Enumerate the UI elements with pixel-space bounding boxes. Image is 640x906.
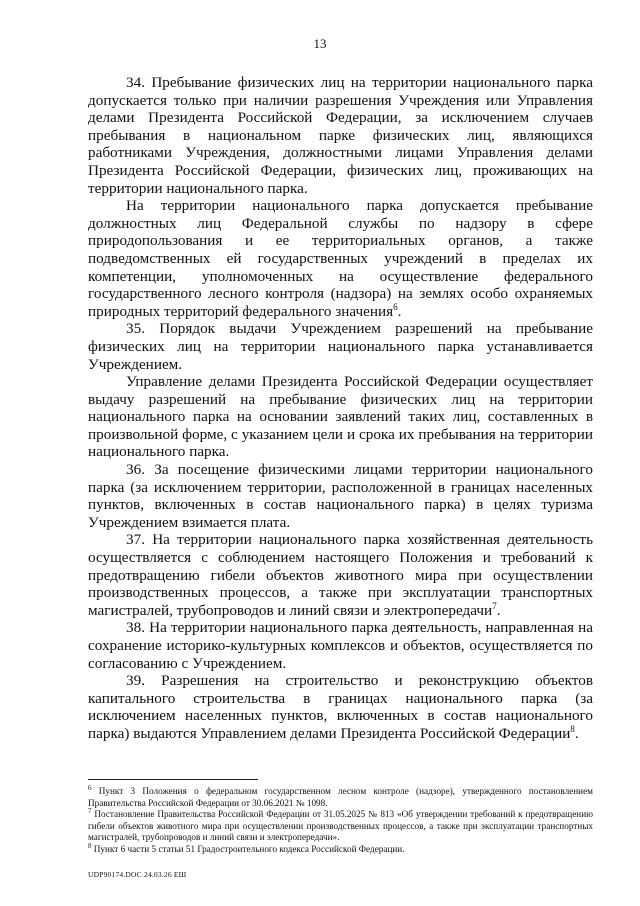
document-body — [88, 74, 593, 743]
footnote-text: Постановление Правительства Российской Федерации от 31.05.2025 № 813 «Об утверждении требований к предотвращению гибели объектов животного мира при осуществлении производственных процессов, а также при эксплуатации транспортных магистралей, трубопроводов и линий связи и электропередачи». — [88, 809, 593, 843]
footnote-7 — [88, 809, 593, 844]
paragraph-37: 37. На территории национального парка хозяйственная деятельность осуществляется с соблюдением настоящего Положения и требований к предотвращению гибели объектов животного мира при осуществлении производственных процессов, а также при эксплуатации транспортных магистралей, трубопроводов и линий связи и электропередачи$^7$. — [88, 531, 593, 619]
footnote-text: Пункт 3 Положения о федеральном государственном лесном контроле (надзоре), утвержденного постановлением Правительства Российской Федерации от 30.06.2021 № 1098. — [88, 786, 593, 808]
footnote-ref-8: 8 — [570, 723, 575, 734]
footnote-ref-6: 6 — [393, 301, 398, 312]
paragraph-35-continued — [88, 373, 593, 461]
paragraph-39: 39. Разрешения на строительство и реконструкцию объектов капитального строительства в границах национального парка (за исключением населенных пунктов, включенных в состав национального парка) выдаются Управлением делами Президента Российской Федерации$^8$. — [88, 672, 593, 742]
paragraph-text: 39. Разрешения на строительство и реконструкцию объектов капитального строительства в границах национального парка (за исключением населенных пунктов, включенных в состав национального парка) выдаются Управлением делами Президента Российской Федерации — [88, 672, 593, 742]
footnote-mark: 6 — [88, 783, 92, 792]
footnote-mark: 7 — [88, 807, 92, 816]
paragraph-text: Управление делами Президента Российской Федерации осуществляет выдачу разрешений на пребывание физических лиц на территории национального парка на основании заявлений таких лиц, составленных в произвольной форме, с указанием цели и срока их пребывания на территории национального парка. — [88, 373, 593, 461]
footnote-ref-7: 7 — [492, 600, 497, 611]
footnote-text: Пункт 6 части 5 статьи 51 Градостроительного кодекса Российской Федерации. — [91, 843, 405, 854]
page-number: 13 — [313, 36, 327, 51]
paragraph-text: 37. На территории национального парка хозяйственная деятельность осуществляется с соблюдением настоящего Положения и требований к предотвращению гибели объектов животного мира при осуществлении производственных процессов, а также при эксплуатации транспортных магистралей, трубопроводов и линий связи и электропередачи — [88, 531, 593, 619]
paragraph-34-continued: На территории национального парка допускается пребывание должностных лиц Федеральной службы по надзору в сфере природопользования и ее территориальных органов, а также подведомственных ей государственных учреждений в пределах их компетенции, уполномоченных на осуществление федерального государственного лесного контроля (надзора) на землях особо охраняемых природных территорий федерального значения$^6$. — [88, 197, 593, 320]
footnote-8 — [88, 841, 593, 856]
paragraph-text: 35. Порядок выдачи Учреждением разрешений на пребывание физических лиц на территории национального парка устанавливается Учреждением. — [88, 320, 593, 373]
paragraph-38 — [88, 619, 593, 672]
paragraph-text: 36. За посещение физическими лицами территории национального парка (за исключением территории, расположенной в границах населенных пунктов, включенных в состав национального парка) в целях туризма Учреждением взимается плата. — [88, 461, 593, 531]
footnote-mark: 8 — [88, 841, 92, 850]
footnote-separator — [88, 779, 258, 780]
footnotes — [88, 783, 593, 856]
paragraph-text: 38. На территории национального парка деятельность, направленная на сохранение историко-культурных комплексов и объектов, осуществляется по согласованию с Учреждением. — [88, 619, 593, 672]
paragraph-35 — [88, 320, 593, 373]
document-id: UDP90174.DOC 24.03.26 ЕШ — [88, 870, 187, 879]
paragraph-text: На территории национального парка допускается пребывание должностных лиц Федеральной службы по надзору в сфере природопользования и ее территориальных органов, а также подведомственных ей государственных учреждений в пределах их компетенции, уполномоченных на осуществление федерального государственного лесного контроля (надзора) на землях особо охраняемых природных территорий федерального значения — [88, 197, 593, 320]
paragraph-text: 34. Пребывание физических лиц на территории национального парка допускается только при наличии разрешения Учреждения или Управления делами Президента Российской Федерации, за исключением случаев пребывания в национальном парке физических лиц, являющихся работниками Учреждения, должностными лицами Управления делами Президента Российской Федерации, физических лиц, проживающих на территории национального парка. — [88, 74, 593, 197]
paragraph-36 — [88, 461, 593, 531]
paragraph-34 — [88, 74, 593, 197]
footnote-6 — [88, 783, 593, 809]
